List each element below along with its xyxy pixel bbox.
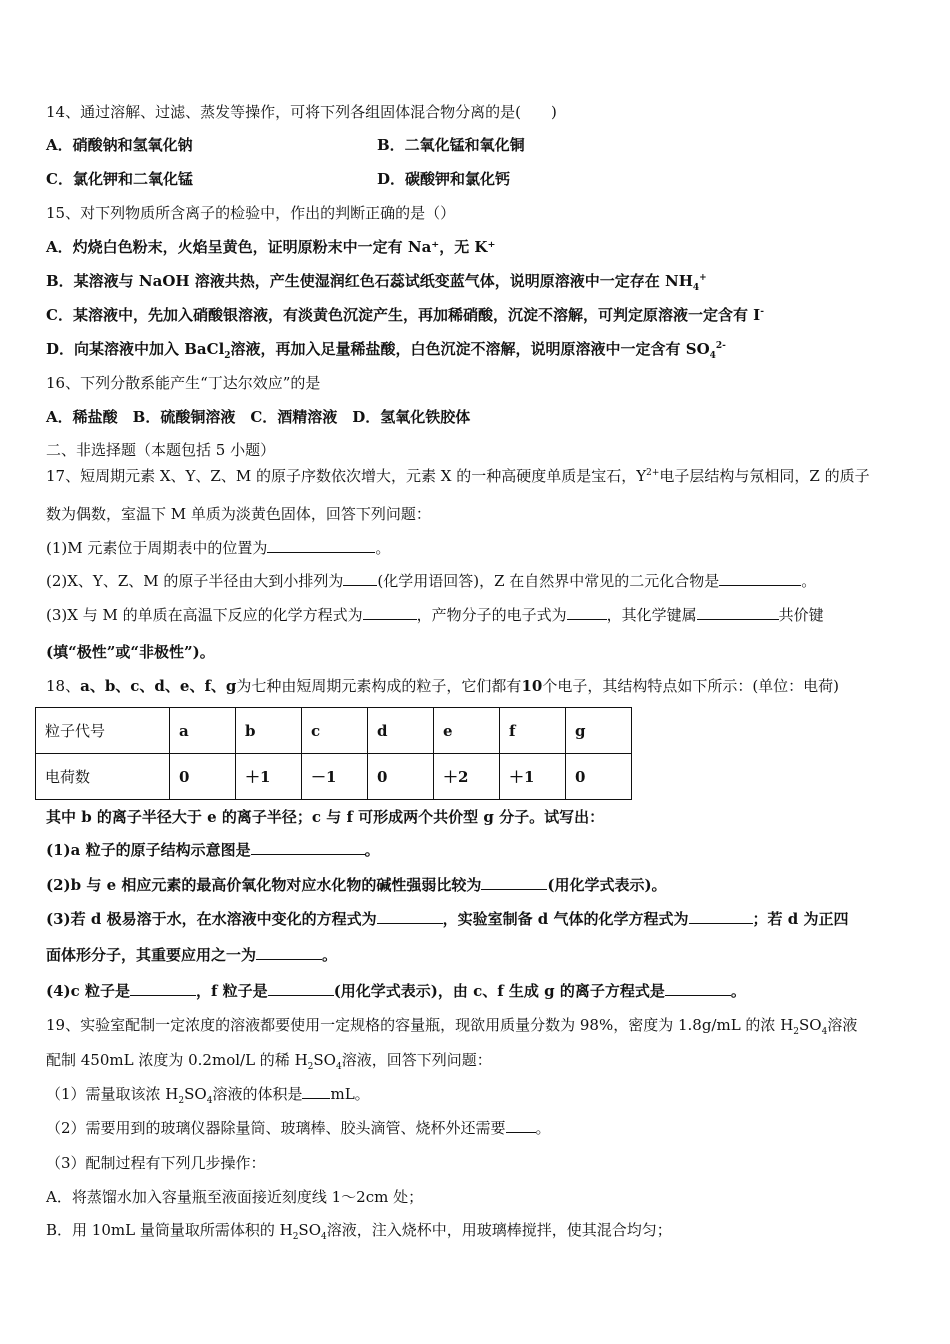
subscript: 4 xyxy=(206,1096,213,1106)
answer-blank[interactable] xyxy=(377,909,443,924)
q17-part2-text: (2)X、Y、Z、M 的原子半径由大到小排列为 xyxy=(46,572,344,590)
answer-blank[interactable] xyxy=(363,605,417,620)
section-heading: 二、非选择题（本题包括 5 小题） xyxy=(46,441,276,459)
subscript: 4 xyxy=(821,1027,828,1037)
q17-part3-text: (3)X 与 M 的单质在高温下反应的化学方程式为 xyxy=(46,606,363,624)
q18-part3-text-3: ；若 d 为正四 xyxy=(752,910,849,928)
table-header-row xyxy=(36,708,632,754)
answer-blank[interactable] xyxy=(665,981,731,996)
q15-option-d-text-2: 溶液，再加入足量稀盐酸，白色沉淀不溶解，说明原溶液中一定含有 SO xyxy=(230,340,710,358)
table-cell: 0 xyxy=(368,754,434,800)
answer-blank[interactable] xyxy=(481,875,547,890)
table-cell: －1 xyxy=(302,754,368,800)
q19-step-a: A．将蒸馏水加入容量瓶至液面接近刻度线 1～2cm 处； xyxy=(46,1188,424,1206)
answer-blank[interactable] xyxy=(343,571,377,586)
superscript: + xyxy=(699,273,707,283)
q18-part2-end: (用化学式表示)。 xyxy=(547,876,667,894)
q18-stem-num: 18、 xyxy=(46,677,81,695)
q17-stem-text-2: 电子层结构与氖相同，Z 的质子 xyxy=(659,467,870,485)
q19-step-b-so: SO xyxy=(298,1221,321,1239)
q19-step-b-text-2: 溶液，注入烧杯中，用玻璃棒搅拌，使其混合均匀； xyxy=(326,1221,672,1239)
q15-option-a: A．灼烧白色粉末，火焰呈黄色，证明原粉末中一定有 Na⁺，无 K⁺ xyxy=(46,238,496,256)
q19-part1-end: mL。 xyxy=(330,1085,370,1103)
q15-option-c xyxy=(46,305,764,325)
q18-stem-text: 为七种由短周期元素构成的粒子，它们都有 xyxy=(236,677,522,695)
superscript: 2- xyxy=(715,341,726,351)
subscript: 4 xyxy=(692,283,700,293)
q19-part1-text: （1）需量取该浓 H xyxy=(46,1085,179,1103)
subscript: 2 xyxy=(178,1096,185,1106)
q14-option-d: D．碳酸钾和氯化钙 xyxy=(377,170,511,188)
q19-stem-text: 19、实验室配制一定浓度的溶液都要使用一定规格的容量瓶，现欲用质量分数为 98%，密度为 1.8g/mL 的浓 H xyxy=(46,1016,794,1034)
q17-part1-end: 。 xyxy=(375,539,391,557)
q15-option-c-text: C．某溶液中，先加入硝酸银溶液，有淡黄色沉淀产生，再加稀硝酸，沉淀不溶解，可判定原溶液一定含有 I xyxy=(46,306,761,324)
q18-part2 xyxy=(46,875,667,895)
table-cell: g xyxy=(566,708,632,754)
answer-blank[interactable] xyxy=(567,605,607,620)
q19-stem-text-4: 溶液，回答下列问题： xyxy=(341,1051,492,1069)
subscript: 4 xyxy=(709,351,716,361)
q19-part2 xyxy=(46,1118,551,1138)
q19-step-b-text: B．用 10mL 量筒量取所需体积的 H xyxy=(46,1221,293,1239)
q18-part2-text: (2)b 与 e 相应元素的最高价氧化物对应水化物的碱性强弱比较为 xyxy=(46,876,482,894)
q18-part3-text-2: ，实验室制备 d 气体的化学方程式为 xyxy=(442,910,689,928)
q18-part1 xyxy=(46,840,380,860)
q16-stem: 16、下列分散系能产生“丁达尔效应”的是 xyxy=(46,374,321,392)
subscript: 2 xyxy=(224,351,231,361)
superscript: - xyxy=(760,307,764,317)
q18-stem xyxy=(46,676,839,696)
subscript: 2 xyxy=(307,1062,314,1072)
q14-option-b: B．二氧化锰和氧化铜 xyxy=(377,136,525,154)
q19-stem-line2 xyxy=(46,1050,492,1070)
q18-part4 xyxy=(46,981,746,1001)
q17-part2 xyxy=(46,571,816,591)
table-cell: 粒子代号 xyxy=(36,708,170,754)
table-cell: a xyxy=(170,708,236,754)
answer-blank[interactable] xyxy=(719,571,801,586)
table-cell: 0 xyxy=(170,754,236,800)
table-cell: 电荷数 xyxy=(36,754,170,800)
q18-part3-end: 。 xyxy=(322,946,338,964)
table-row xyxy=(36,754,632,800)
q19-stem-so-2: SO xyxy=(313,1051,336,1069)
q18-part3-text-4: 面体形分子，其重要应用之一为 xyxy=(46,946,257,964)
q18-part3-cont xyxy=(46,945,337,965)
q18-part3 xyxy=(46,909,848,929)
q18-part1-text: (1)a 粒子的原子结构示意图是 xyxy=(46,841,251,859)
q14-stem: 14、通过溶解、过滤、蒸发等操作，可将下列各组固体混合物分离的是( ) xyxy=(46,103,557,121)
table-cell: e xyxy=(434,708,500,754)
table-cell: ＋1 xyxy=(236,754,302,800)
q19-part2-text: （2）需要用到的玻璃仪器除量筒、玻璃棒、胶头滴管、烧杯外还需要 xyxy=(46,1119,506,1137)
q19-stem-line1 xyxy=(46,1015,857,1035)
answer-blank[interactable] xyxy=(506,1118,536,1133)
table-cell: ＋2 xyxy=(434,754,500,800)
q17-stem-line2: 数为偶数，室温下 M 单质为淡黄色固体，回答下列问题： xyxy=(46,505,431,523)
answer-blank[interactable] xyxy=(697,605,779,620)
q18-stem-number: 10 xyxy=(521,677,543,695)
table-cell: d xyxy=(368,708,434,754)
q19-part1-text-2: 溶液的体积是 xyxy=(212,1085,303,1103)
q19-part2-end: 。 xyxy=(535,1119,551,1137)
subscript: 4 xyxy=(335,1062,342,1072)
q16-options: A．稀盐酸 B．硫酸铜溶液 C．酒精溶液 D．氢氧化铁胶体 xyxy=(46,408,471,426)
subscript: 4 xyxy=(321,1232,327,1242)
table-cell: ＋1 xyxy=(500,754,566,800)
q17-part3-text-4: 共价键 xyxy=(778,606,824,624)
q19-stem-text-2: 溶液 xyxy=(827,1016,858,1034)
answer-blank[interactable] xyxy=(268,981,334,996)
q17-part1-text: (1)M 元素位于周期表中的位置为 xyxy=(46,539,268,557)
q18-part4-text-2: ，f 粒子是 xyxy=(196,982,268,1000)
q19-stem-so: SO xyxy=(799,1016,822,1034)
q19-part1 xyxy=(46,1084,370,1104)
q18-part4-text: (4)c 粒子是 xyxy=(46,982,130,1000)
answer-blank[interactable] xyxy=(251,840,365,855)
q18-stem-letters: a、b、c、d、e、f、g xyxy=(80,677,237,695)
answer-blank[interactable] xyxy=(130,981,196,996)
q17-stem-text: 17、短周期元素 X、Y、Z、M 的原子序数依次增大，元素 X 的一种高硬度单质是宝石，Y xyxy=(46,467,647,485)
q19-part3: （3）配制过程有下列几步操作： xyxy=(46,1154,266,1172)
q19-step-b xyxy=(46,1220,672,1240)
q17-part3 xyxy=(46,605,824,625)
charge-table xyxy=(35,707,632,800)
q15-stem: 15、对下列物质所含离子的检验中，作出的判断正确的是（） xyxy=(46,204,456,222)
q18-part3-text: (3)若 d 极易溶于水，在水溶液中变化的方程式为 xyxy=(46,910,377,928)
table-cell: 0 xyxy=(566,754,632,800)
answer-blank[interactable] xyxy=(256,945,322,960)
q19-part1-so: SO xyxy=(184,1085,207,1103)
subscript: 2 xyxy=(292,1232,299,1242)
q15-option-b-text: B．某溶液与 NaOH 溶液共热，产生使湿润红色石蕊试纸变蓝气体，说明原溶液中一定存在 NH xyxy=(46,272,693,290)
q18-part4-end: 。 xyxy=(730,982,746,1000)
subscript: 2 xyxy=(793,1027,800,1037)
q14-option-c: C．氯化钾和二氧化锰 xyxy=(46,170,193,188)
answer-blank[interactable] xyxy=(302,1084,330,1099)
table-cell: b xyxy=(236,708,302,754)
q17-part3-text-3: ，其化学键属 xyxy=(606,606,697,624)
q15-option-d-text: D．向某溶液中加入 BaCl xyxy=(46,340,225,358)
q14-option-a: A．硝酸钠和氢氧化钠 xyxy=(46,136,193,154)
superscript: 2+ xyxy=(646,468,660,478)
table-cell: f xyxy=(500,708,566,754)
q17-part1 xyxy=(46,538,390,558)
q17-part2-text-2: (化学用语回答)，Z 在自然界中常见的二元化合物是 xyxy=(377,572,720,590)
q18-after-table: 其中 b 的离子半径大于 e 的离子半径；c 与 f 可形成两个共价型 g 分子。试写出： xyxy=(46,808,605,826)
q17-part2-end: 。 xyxy=(801,572,817,590)
q15-option-b xyxy=(46,271,707,291)
q15-option-d xyxy=(46,339,726,359)
q17-stem-line1 xyxy=(46,466,870,486)
answer-blank[interactable] xyxy=(267,538,375,553)
q17-part3-cont: (填“极性”或“非极性”)。 xyxy=(46,643,215,661)
q18-part4-text-3: (用化学式表示)，由 c、f 生成 g 的离子方程式是 xyxy=(333,982,665,1000)
q17-part3-text-2: ，产物分子的电子式为 xyxy=(416,606,567,624)
q18-part1-end: 。 xyxy=(364,841,380,859)
table-cell: c xyxy=(302,708,368,754)
answer-blank[interactable] xyxy=(689,909,753,924)
q18-stem-text-2: 个电子，其结构特点如下所示：(单位：电荷) xyxy=(542,677,840,695)
q19-stem-text-3: 配制 450mL 浓度为 0.2mol/L 的稀 H xyxy=(46,1051,308,1069)
